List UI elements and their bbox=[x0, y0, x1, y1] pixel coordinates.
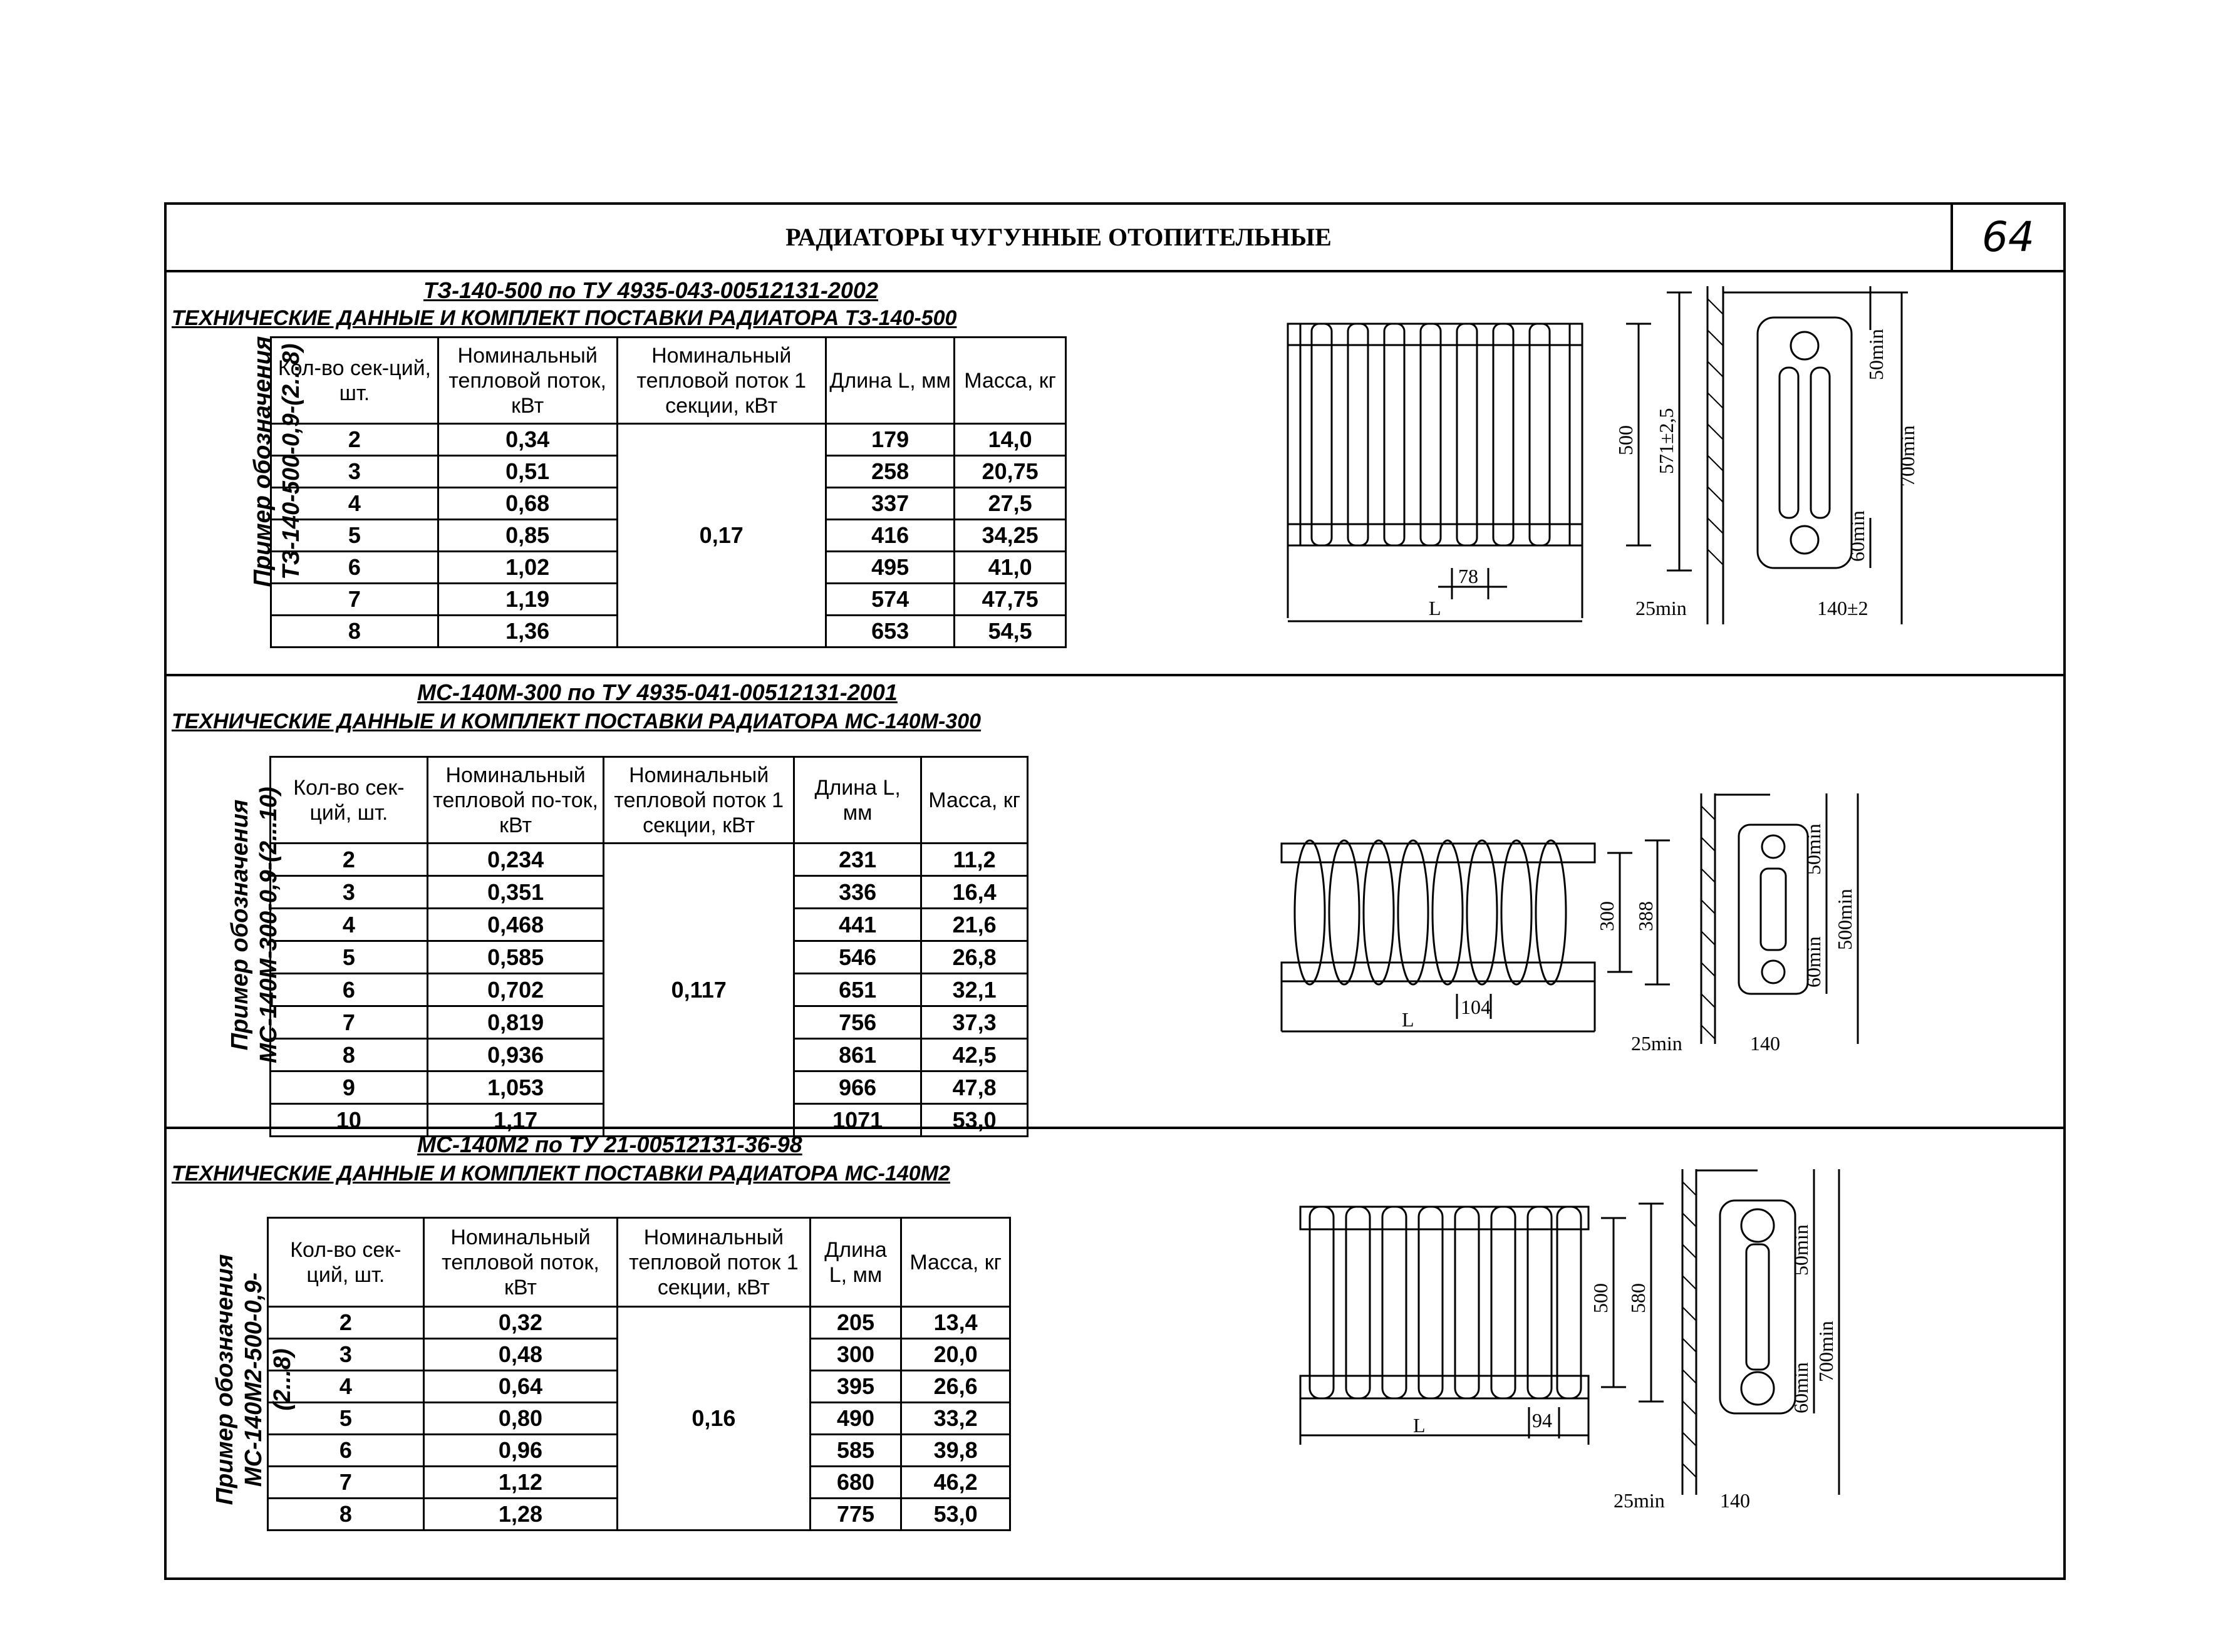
table-cell: 0,80 bbox=[423, 1403, 617, 1435]
table-cell: 336 bbox=[794, 876, 921, 909]
table-cell: 47,75 bbox=[955, 584, 1066, 616]
table-cell: 6 bbox=[271, 552, 438, 584]
table-cell: 8 bbox=[268, 1499, 424, 1531]
table-cell: 966 bbox=[794, 1071, 921, 1104]
col-length: Длина L, мм bbox=[794, 757, 921, 844]
table-cell: 6 bbox=[268, 1435, 424, 1467]
table-cell: 1,19 bbox=[438, 584, 617, 616]
section-2-example-line1: Пример обозначения bbox=[227, 799, 253, 1051]
dim-bottom-gap: 60min bbox=[1802, 936, 1825, 988]
dim-pitch: 94 bbox=[1532, 1409, 1552, 1432]
table-cell: 1,12 bbox=[423, 1467, 617, 1499]
table-cell: 46,2 bbox=[901, 1467, 1010, 1499]
table-cell: 20,0 bbox=[901, 1339, 1010, 1371]
table-cell: 32,1 bbox=[921, 974, 1028, 1006]
table-cell: 653 bbox=[826, 616, 954, 648]
table-cell: 21,6 bbox=[921, 909, 1028, 941]
table-cell: 0,34 bbox=[438, 424, 617, 456]
table-cell: 5 bbox=[271, 941, 428, 974]
table-cell: 231 bbox=[794, 844, 921, 876]
dim-height-total: 580 bbox=[1627, 1283, 1649, 1313]
col-flow: Номинальный тепловой поток, кВт bbox=[423, 1218, 617, 1307]
table-cell: 0,32 bbox=[423, 1307, 617, 1339]
dim-wall-gap: 25min bbox=[1631, 1032, 1682, 1055]
dim-height: 300 bbox=[1595, 901, 1618, 931]
table-cell: 574 bbox=[826, 584, 954, 616]
dim-height-total: 571±2,5 bbox=[1655, 408, 1677, 474]
table-cell: 585 bbox=[810, 1435, 901, 1467]
table-cell: 756 bbox=[794, 1006, 921, 1039]
table-cell: 5 bbox=[268, 1403, 424, 1435]
table-cell: 1,17 bbox=[427, 1104, 604, 1137]
table-cell: 53,0 bbox=[901, 1499, 1010, 1531]
dim-top-gap: 50min bbox=[1790, 1224, 1812, 1276]
table-cell: 0,96 bbox=[423, 1435, 617, 1467]
table-cell: 37,3 bbox=[921, 1006, 1028, 1039]
col-flow: Номинальный тепловой по-ток, кВт bbox=[427, 757, 604, 844]
section-2-subheading: ТЕХНИЧЕСКИЕ ДАННЫЕ И КОМПЛЕКТ ПОСТАВКИ РАДИАТОРА МС-140М-300 bbox=[172, 710, 982, 733]
table-cell: 4 bbox=[268, 1371, 424, 1403]
separator-2 bbox=[167, 1127, 2063, 1129]
section-3-table bbox=[267, 1217, 1011, 1531]
col-flow-section: Номинальный тепловой поток 1 секции, кВт bbox=[618, 1218, 810, 1307]
table-cell: 0,48 bbox=[423, 1339, 617, 1371]
dim-length: L bbox=[1413, 1414, 1426, 1437]
table-cell: 1,28 bbox=[423, 1499, 617, 1531]
table-cell: 1,053 bbox=[427, 1071, 604, 1104]
dim-niche: 700min bbox=[1896, 425, 1919, 487]
dim-depth: 140±2 bbox=[1817, 597, 1868, 619]
section-2-example-line2: МС-140М-300-0,9-(2...10) bbox=[256, 787, 282, 1063]
table-cell: 0,351 bbox=[427, 876, 604, 909]
table-cell: 0,468 bbox=[427, 909, 604, 941]
section-3-subheading: ТЕХНИЧЕСКИЕ ДАННЫЕ И КОМПЛЕКТ ПОСТАВКИ РАДИАТОРА МС-140М2 bbox=[172, 1162, 950, 1185]
table-cell: 0,85 bbox=[438, 520, 617, 552]
table-cell: 0,64 bbox=[423, 1371, 617, 1403]
table-cell: 1071 bbox=[794, 1104, 921, 1137]
dim-wall-gap: 25min bbox=[1614, 1489, 1665, 1512]
table-cell: 441 bbox=[794, 909, 921, 941]
table-cell: 1,02 bbox=[438, 552, 617, 584]
col-mass: Масса, кг bbox=[901, 1218, 1010, 1307]
table-cell: 4 bbox=[271, 488, 438, 520]
section-1-table bbox=[270, 336, 1067, 648]
table-cell: 6 bbox=[271, 974, 428, 1006]
table-cell: 5 bbox=[271, 520, 438, 552]
section-3-heading: МС-140М2 по ТУ 21-00512131-36-98 bbox=[417, 1132, 802, 1157]
table-cell: 0,68 bbox=[438, 488, 617, 520]
table-cell: 1,36 bbox=[438, 616, 617, 648]
section-1-heading: ТЗ-140-500 по ТУ 4935-043-00512131-2002 bbox=[423, 277, 878, 303]
table-cell: 0,819 bbox=[427, 1006, 604, 1039]
dim-wall-gap: 25min bbox=[1635, 597, 1687, 619]
dim-height-total: 388 bbox=[1634, 901, 1657, 931]
section-3-example-line3: (2...8) bbox=[269, 1348, 296, 1411]
table-cell: 26,8 bbox=[921, 941, 1028, 974]
table-cell: 7 bbox=[271, 1006, 428, 1039]
table-cell: 9 bbox=[271, 1071, 428, 1104]
table-cell: 680 bbox=[810, 1467, 901, 1499]
col-sections: Кол-во сек-ций, шт. bbox=[268, 1218, 424, 1307]
section-3-drawing bbox=[1282, 1144, 2033, 1557]
dim-top-gap: 50min bbox=[1865, 329, 1887, 380]
table-cell: 0,585 bbox=[427, 941, 604, 974]
section-flow-cell: 0,16 bbox=[618, 1307, 810, 1531]
table-cell: 0,936 bbox=[427, 1039, 604, 1071]
col-sections: Кол-во сек-ций, шт. bbox=[271, 757, 428, 844]
table-cell: 0,702 bbox=[427, 974, 604, 1006]
col-length: Длина L, мм bbox=[826, 338, 954, 424]
table-cell: 3 bbox=[268, 1339, 424, 1371]
col-flow: Номинальный тепловой поток, кВт bbox=[438, 338, 617, 424]
table-cell: 8 bbox=[271, 616, 438, 648]
table-cell: 14,0 bbox=[955, 424, 1066, 456]
table-cell: 8 bbox=[271, 1039, 428, 1071]
page-number: 64 bbox=[1951, 205, 2063, 270]
table-cell: 7 bbox=[271, 584, 438, 616]
table-cell: 20,75 bbox=[955, 456, 1066, 488]
table-cell: 54,5 bbox=[955, 616, 1066, 648]
section-1-drawing bbox=[1256, 274, 2058, 619]
table-cell: 775 bbox=[810, 1499, 901, 1531]
title-bar bbox=[167, 205, 2063, 272]
section-1-example-line2: ТЗ-140-500-0,9-(2...8) bbox=[278, 343, 304, 580]
separator-1 bbox=[167, 674, 2063, 676]
table-cell: 258 bbox=[826, 456, 954, 488]
table-cell: 26,6 bbox=[901, 1371, 1010, 1403]
dim-pitch: 104 bbox=[1461, 996, 1491, 1018]
table-cell: 39,8 bbox=[901, 1435, 1010, 1467]
table-cell: 337 bbox=[826, 488, 954, 520]
table-cell: 3 bbox=[271, 456, 438, 488]
table-cell: 205 bbox=[810, 1307, 901, 1339]
col-flow-section: Номинальный тепловой поток 1 секции, кВт bbox=[604, 757, 794, 844]
table-cell: 10 bbox=[271, 1104, 428, 1137]
table-cell: 47,8 bbox=[921, 1071, 1028, 1104]
table-cell: 495 bbox=[826, 552, 954, 584]
section-1-subheading: ТЕХНИЧЕСКИЕ ДАННЫЕ И КОМПЛЕКТ ПОСТАВКИ РАДИАТОРА ТЗ-140-500 bbox=[172, 306, 957, 330]
table-cell: 4 bbox=[271, 909, 428, 941]
table-cell: 7 bbox=[268, 1467, 424, 1499]
page-title: РАДИАТОРЫ ЧУГУННЫЕ ОТОПИТЕЛЬНЫЕ bbox=[785, 223, 1332, 251]
table-cell: 3 bbox=[271, 876, 428, 909]
table-cell: 34,25 bbox=[955, 520, 1066, 552]
table-cell: 490 bbox=[810, 1403, 901, 1435]
table-cell: 546 bbox=[794, 941, 921, 974]
section-2-table bbox=[269, 756, 1029, 1137]
col-length: Длина L, мм bbox=[810, 1218, 901, 1307]
table-cell: 16,4 bbox=[921, 876, 1028, 909]
dim-length: L bbox=[1429, 597, 1441, 619]
section-3-example-line1: Пример обозначения bbox=[212, 1254, 238, 1505]
table-cell: 2 bbox=[271, 844, 428, 876]
dim-bottom-gap: 60min bbox=[1846, 510, 1868, 562]
dim-bottom-gap: 60min bbox=[1790, 1362, 1812, 1413]
table-cell: 0,51 bbox=[438, 456, 617, 488]
dim-pitch: 78 bbox=[1458, 565, 1478, 587]
section-1-example-line1: Пример обозначения bbox=[249, 336, 276, 587]
table-cell: 11,2 bbox=[921, 844, 1028, 876]
dim-niche: 500min bbox=[1833, 889, 1856, 950]
table-cell: 300 bbox=[810, 1339, 901, 1371]
table-cell: 33,2 bbox=[901, 1403, 1010, 1435]
table-cell: 13,4 bbox=[901, 1307, 1010, 1339]
section-2-heading: МС-140М-300 по ТУ 4935-041-00512131-2001 bbox=[417, 679, 898, 705]
document-sheet bbox=[164, 202, 2066, 1580]
table-cell: 2 bbox=[268, 1307, 424, 1339]
col-sections: Кол-во сек-ций, шт. bbox=[271, 338, 438, 424]
table-cell: 861 bbox=[794, 1039, 921, 1071]
dim-height: 500 bbox=[1614, 425, 1637, 455]
table-cell: 42,5 bbox=[921, 1039, 1028, 1071]
table-cell: 395 bbox=[810, 1371, 901, 1403]
col-mass: Масса, кг bbox=[955, 338, 1066, 424]
dim-niche: 700min bbox=[1815, 1321, 1837, 1382]
section-3-example-line2: МС-140М2-500-0,9- bbox=[241, 1272, 267, 1487]
section-flow-cell: 0,17 bbox=[617, 424, 826, 648]
table-cell: 53,0 bbox=[921, 1104, 1028, 1137]
table-cell: 416 bbox=[826, 520, 954, 552]
table-cell: 41,0 bbox=[955, 552, 1066, 584]
section-2-drawing bbox=[1263, 781, 2052, 1107]
dim-depth: 140 bbox=[1750, 1032, 1780, 1055]
dim-height: 500 bbox=[1589, 1283, 1612, 1313]
section-flow-cell: 0,117 bbox=[604, 844, 794, 1137]
table-cell: 27,5 bbox=[955, 488, 1066, 520]
table-cell: 0,234 bbox=[427, 844, 604, 876]
table-cell: 179 bbox=[826, 424, 954, 456]
dim-length: L bbox=[1402, 1008, 1414, 1031]
dim-top-gap: 50min bbox=[1802, 823, 1825, 875]
col-mass: Масса, кг bbox=[921, 757, 1028, 844]
dim-depth: 140 bbox=[1720, 1489, 1750, 1512]
table-cell: 2 bbox=[271, 424, 438, 456]
col-flow-section: Номинальный тепловой поток 1 секции, кВт bbox=[617, 338, 826, 424]
table-cell: 651 bbox=[794, 974, 921, 1006]
